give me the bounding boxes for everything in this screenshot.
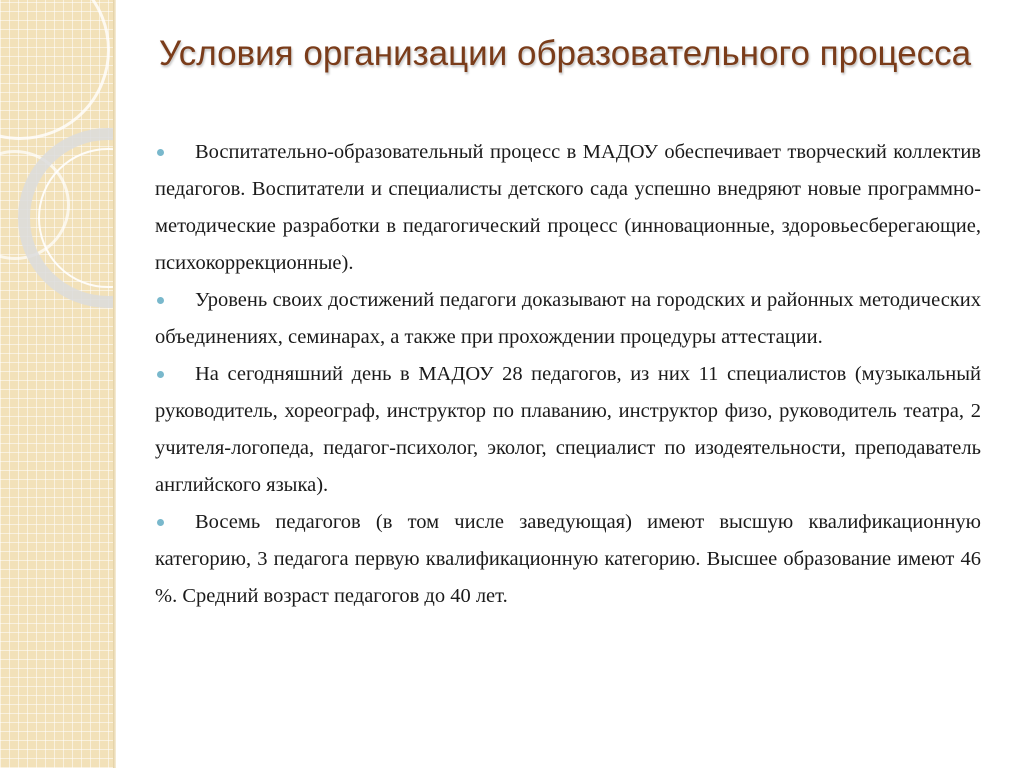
bullet-dot-icon [157, 297, 164, 304]
decorative-ring [0, 0, 110, 140]
bullet-dot-icon [157, 149, 164, 156]
slide-title: Условия организации образовательного процесса [158, 34, 972, 73]
decorative-side-panel [0, 0, 113, 768]
bullet-item [155, 356, 981, 504]
bullet-item [155, 504, 981, 615]
side-panel-edge [113, 0, 116, 768]
bullet-text: На сегодняшний день в МАДОУ 28 педагогов, из них 11 специалистов (музыкальный руководитель, хореограф, инструктор по плаванию, инструктор физо, руководитель театра, 2 учителя-логопеда, педагог-психолог, эколог, специалист по изодеятельности, преподаватель английского языка). [155, 363, 981, 496]
bullet-list [155, 134, 981, 615]
bullet-text: Уровень своих достижений педагоги доказывают на городских и районных методических объединениях, семинарах, а также при прохождении процедуры аттестации. [155, 289, 981, 348]
bullet-text: Восемь педагогов (в том числе заведующая) имеют высшую квалификационную категорию, 3 педагога первую квалификационную категорию. Высшее образование имеют 46 %. Средний возраст педагогов до 40 лет. [155, 511, 981, 607]
bullet-dot-icon [157, 519, 164, 526]
bullet-dot-icon [157, 371, 164, 378]
bullet-item [155, 282, 981, 356]
bullet-text: Воспитательно-образовательный процесс в МАДОУ обеспечивает творческий коллектив педагогов. Воспитатели и специалисты детского сада успешно внедряют новые программно-методические разработки в педагогический процесс (инновационные, здоровьесберегающие, психокоррекционные). [155, 141, 981, 274]
bullet-item [155, 134, 981, 282]
